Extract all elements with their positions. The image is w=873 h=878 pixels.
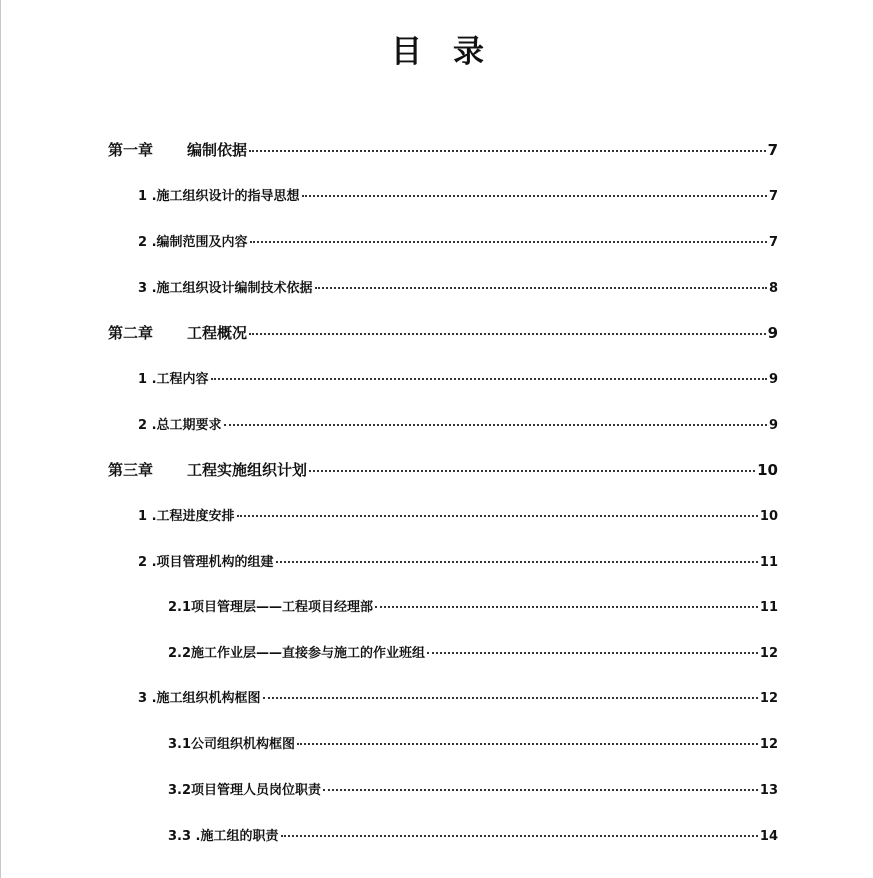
dot-leader	[224, 424, 767, 426]
toc-page-number: 10	[757, 461, 778, 479]
toc-entry-number: 3 .	[138, 281, 157, 296]
dot-leader	[315, 287, 767, 289]
toc-page-number: 12	[759, 737, 778, 752]
dot-leader	[281, 835, 758, 837]
dot-leader	[276, 561, 758, 563]
dot-leader	[250, 241, 767, 243]
toc-entry[interactable]	[138, 551, 778, 581]
toc-entry-number: 2 .	[138, 235, 157, 250]
toc-subentry[interactable]	[168, 596, 778, 626]
toc-entry[interactable]	[138, 368, 778, 398]
toc-chapter-2[interactable]	[108, 322, 778, 352]
toc-entry-number: 1 .	[138, 372, 157, 387]
dot-leader	[375, 606, 758, 608]
toc-entry-text: 工程概况	[187, 324, 248, 342]
toc-entry[interactable]	[138, 231, 778, 261]
toc-entry-text: 工程内容	[156, 372, 209, 387]
dot-leader	[297, 743, 758, 745]
toc-entry-number: 3.2	[168, 783, 192, 798]
toc-entry-text: 工程实施组织计划	[187, 461, 308, 479]
dot-leader	[427, 652, 758, 654]
dot-leader	[237, 515, 758, 517]
toc-page-number: 7	[767, 141, 778, 159]
toc-subentry[interactable]	[168, 642, 778, 672]
toc-entry-number: 1 .	[138, 509, 157, 524]
toc-page-number: 9	[768, 372, 778, 387]
toc-page-number: 7	[768, 189, 778, 204]
toc-entry[interactable]	[138, 687, 778, 717]
toc-entry-number: 1 .	[138, 189, 157, 204]
toc-page-number: 10	[759, 509, 778, 524]
chapter-label: 第二章	[108, 324, 154, 342]
toc-subentry[interactable]	[168, 825, 778, 855]
toc-entry-text: 项目管理层——工程项目经理部	[191, 600, 374, 615]
toc-entry-number: 2 .	[138, 418, 157, 433]
toc-entry-text: 编制依据	[187, 141, 248, 159]
toc-entry[interactable]	[138, 414, 778, 444]
toc-entry-number: 3 .	[138, 691, 157, 706]
dot-leader	[263, 697, 758, 699]
toc-entry-text: 施工组织机构框图	[156, 691, 261, 706]
toc-entry-text: 公司组织机构框图	[191, 737, 296, 752]
toc-entry-text: 编制范围及内容	[156, 235, 248, 250]
toc-page-number: 12	[759, 646, 778, 661]
toc-page-number: 14	[759, 829, 778, 844]
toc-subentry[interactable]	[168, 733, 778, 763]
toc-entry-number: 2.2	[168, 646, 192, 661]
toc-entry-text: 项目管理人员岗位职责	[191, 783, 322, 798]
toc-page-number: 13	[759, 783, 778, 798]
toc-entry-text: 施工作业层——直接参与施工的作业班组	[191, 646, 426, 661]
chapter-label: 第一章	[108, 141, 154, 159]
toc-page-number: 9	[767, 324, 778, 342]
toc-entry[interactable]	[138, 277, 778, 307]
toc-page-number: 8	[768, 281, 778, 296]
toc-chapter-3[interactable]	[108, 459, 778, 489]
toc-entry-text: 施工组的职责	[200, 829, 279, 844]
toc-entry-text: 总工期要求	[156, 418, 222, 433]
dot-leader	[323, 789, 758, 791]
toc-page-number: 11	[759, 600, 778, 615]
toc-page-number: 11	[759, 555, 778, 570]
toc-entry-number: 3.3 .	[168, 829, 201, 844]
dot-leader	[249, 333, 766, 335]
toc-page-number: 12	[759, 691, 778, 706]
toc-entry-number: 3.1	[168, 737, 192, 752]
toc-subentry[interactable]	[168, 779, 778, 809]
toc-entry-text: 项目管理机构的组建	[156, 555, 274, 570]
toc-page-number: 7	[768, 235, 778, 250]
dot-leader	[249, 150, 766, 152]
dot-leader	[302, 195, 767, 197]
chapter-label: 第三章	[108, 461, 154, 479]
toc-entry[interactable]	[138, 505, 778, 535]
toc-entry-text: 施工组织设计编制技术依据	[156, 281, 313, 296]
toc-entry-number: 2 .	[138, 555, 157, 570]
dot-leader	[211, 378, 767, 380]
toc-page-number: 9	[768, 418, 778, 433]
toc-entry-number: 2.1	[168, 600, 192, 615]
toc-entry-text: 施工组织设计的指导思想	[156, 189, 300, 204]
dot-leader	[309, 470, 755, 472]
toc-entry[interactable]	[138, 185, 778, 215]
toc-title: 目 录	[391, 34, 484, 70]
toc-chapter-1[interactable]	[108, 139, 778, 169]
toc-entry-text: 工程进度安排	[156, 509, 235, 524]
